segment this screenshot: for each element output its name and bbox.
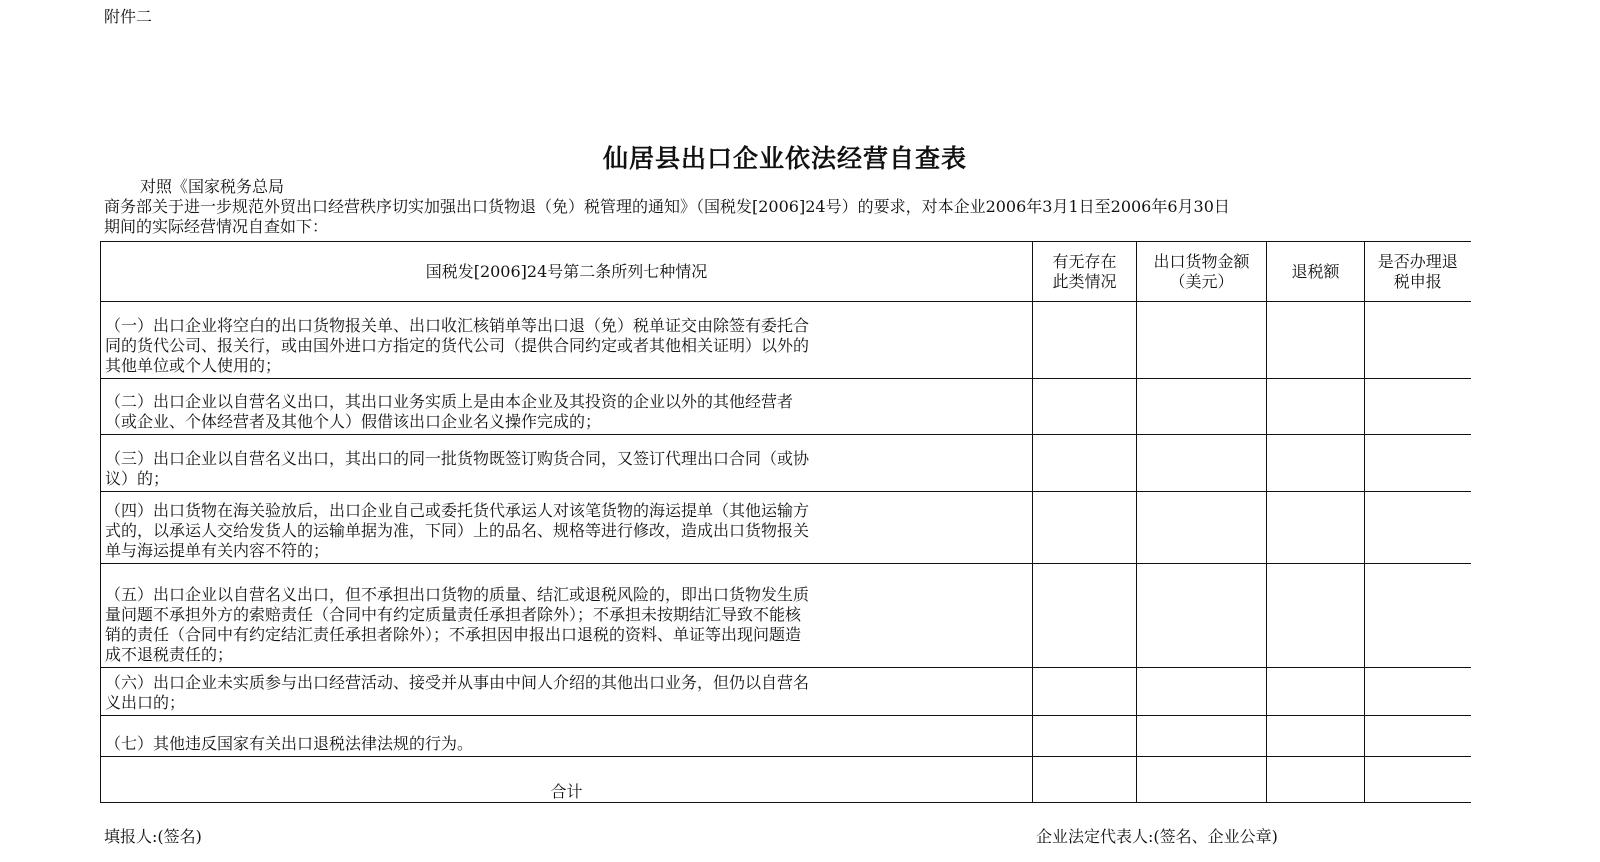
cell-amount[interactable] bbox=[1137, 435, 1267, 492]
situation-item-4: （四）出口货物在海关验放后，出口企业自己或委托货代承运人对该笔货物的海运提单（其他运输方 式的，以承运人交给发货人的运输单据为准，下同）上的品名、规格等进行修改，造成出口货物报关 单与海运提单有关内容不符的； bbox=[101, 492, 1033, 564]
cell-amount[interactable] bbox=[1137, 302, 1267, 379]
table-row bbox=[101, 716, 1471, 757]
total-row bbox=[101, 757, 1471, 803]
header-exists: 有无存在 此类情况 bbox=[1033, 242, 1137, 302]
table-row bbox=[101, 302, 1471, 379]
situation-item-6: （六）出口企业未实质参与出口经营活动、接受并从事由中间人介绍的其他出口业务，但仍以自营名 义出口的； bbox=[101, 668, 1033, 716]
self-check-table bbox=[100, 241, 1471, 803]
cell-filed[interactable] bbox=[1365, 435, 1471, 492]
table-row bbox=[101, 492, 1471, 564]
cell-refund[interactable] bbox=[1267, 668, 1365, 716]
total-amount[interactable] bbox=[1137, 757, 1267, 803]
cell-filed[interactable] bbox=[1365, 302, 1471, 379]
table-header-row bbox=[101, 242, 1471, 302]
cell-exists[interactable] bbox=[1033, 302, 1137, 379]
situation-item-2: （二）出口企业以自营名义出口，其出口业务实质上是由本企业及其投资的企业以外的其他经营者 （或企业、个体经营者及其他个人）假借该出口企业名义操作完成的； bbox=[101, 379, 1033, 435]
cell-exists[interactable] bbox=[1033, 492, 1137, 564]
situation-item-5: （五）出口企业以自营名义出口，但不承担出口货物的质量、结汇或退税风险的，即出口货物发生质 量问题不承担外方的索赔责任（合同中有约定质量责任承担者除外）；不承担未按期结汇导致不能核 销的责任（合同中有约定结汇责任承担者除外）；不承担因申报出口退税的资料、单证等出现问题造 成不退税责任的； bbox=[101, 564, 1033, 668]
situation-item-7: （七）其他违反国家有关出口退税法律法规的行为。 bbox=[101, 716, 1033, 757]
header-filed: 是否办理退 税申报 bbox=[1365, 242, 1471, 302]
intro-line-1: 对照《国家税务总局 bbox=[140, 177, 285, 196]
cell-amount[interactable] bbox=[1137, 716, 1267, 757]
total-exists[interactable] bbox=[1033, 757, 1137, 803]
cell-refund[interactable] bbox=[1267, 716, 1365, 757]
cell-exists[interactable] bbox=[1033, 379, 1137, 435]
filler-signature-label: 填报人:(签名) bbox=[104, 827, 202, 846]
cell-refund[interactable] bbox=[1267, 302, 1365, 379]
cell-exists[interactable] bbox=[1033, 435, 1137, 492]
cell-filed[interactable] bbox=[1365, 716, 1471, 757]
cell-exists[interactable] bbox=[1033, 716, 1137, 757]
header-refund: 退税额 bbox=[1267, 242, 1365, 302]
cell-filed[interactable] bbox=[1365, 564, 1471, 668]
intro-line-3: 期间的实际经营情况自查如下： bbox=[104, 217, 329, 236]
cell-refund[interactable] bbox=[1267, 564, 1365, 668]
intro-text bbox=[104, 177, 1230, 237]
page-title: 仙居县出口企业依法经营自查表 bbox=[602, 144, 967, 173]
intro-line-2: 商务部关于进一步规范外贸出口经营秩序切实加强出口货物退（免）税管理的通知》（国税发[2006]24号）的要求，对本企业2006年3月1日至2006年6月30日 bbox=[104, 197, 1230, 216]
cell-amount[interactable] bbox=[1137, 379, 1267, 435]
header-amount: 出口货物金额 （美元） bbox=[1137, 242, 1267, 302]
header-situation: 国税发[2006]24号第二条所列七种情况 bbox=[101, 242, 1033, 302]
cell-filed[interactable] bbox=[1365, 492, 1471, 564]
total-label: 合计 bbox=[101, 757, 1033, 803]
cell-refund[interactable] bbox=[1267, 492, 1365, 564]
cell-amount[interactable] bbox=[1137, 564, 1267, 668]
table-row bbox=[101, 564, 1471, 668]
situation-item-1: （一）出口企业将空白的出口货物报关单、出口收汇核销单等出口退（免）税单证交由除签有委托合 同的货代公司、报关行，或由国外进口方指定的货代公司（提供合同约定或者其他相关证明）以外的 其他单位或个人使用的； bbox=[101, 302, 1033, 379]
cell-filed[interactable] bbox=[1365, 379, 1471, 435]
total-refund[interactable] bbox=[1267, 757, 1365, 803]
legal-rep-signature-label: 企业法定代表人:(签名、企业公章) bbox=[1036, 827, 1278, 846]
total-filed[interactable] bbox=[1365, 757, 1471, 803]
cell-amount[interactable] bbox=[1137, 492, 1267, 564]
cell-amount[interactable] bbox=[1137, 668, 1267, 716]
cell-filed[interactable] bbox=[1365, 668, 1471, 716]
table-row bbox=[101, 379, 1471, 435]
cell-refund[interactable] bbox=[1267, 379, 1365, 435]
cell-exists[interactable] bbox=[1033, 668, 1137, 716]
table-row bbox=[101, 668, 1471, 716]
cell-exists[interactable] bbox=[1033, 564, 1137, 668]
annex-label: 附件二 bbox=[104, 7, 153, 26]
cell-refund[interactable] bbox=[1267, 435, 1365, 492]
situation-item-3: （三）出口企业以自营名义出口，其出口的同一批货物既签订购货合同，又签订代理出口合同（或协 议）的； bbox=[101, 435, 1033, 492]
table-row bbox=[101, 435, 1471, 492]
